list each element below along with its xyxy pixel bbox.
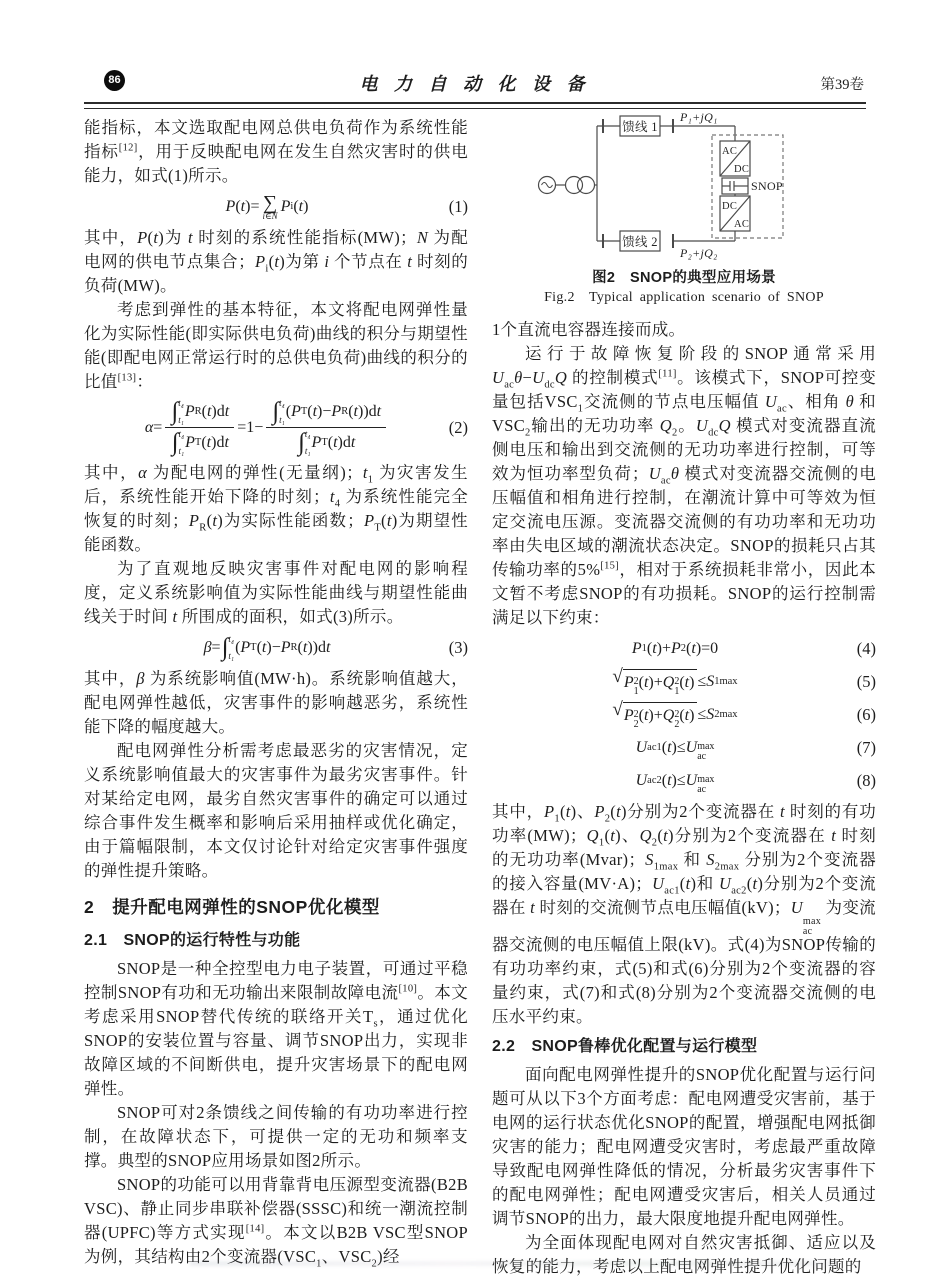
ac-label-bottom: AC: [734, 219, 750, 230]
paragraph: 为了直观地反映灾害事件对配电网的影响程度，定义系统影响值为实际性能曲线与期望性能曲线关于时间 t 所围成的面积，如式(3)所示。: [84, 559, 468, 626]
section-heading: 2.2 SNOP鲁棒优化配置与运行模型: [492, 1038, 758, 1055]
paragraph: 运行于故障恢复阶段的SNOP通常采用 $U_{ac}\theta-U_{dc}Q$ 的控制模式[11]。该模式下，SNOP可控变量包括$VSC_1$交流侧的节点电压幅值 $U_{ac}$、相角 θ 和$VSC_2$输出的无功功率 $Q_2$。$U_{dc}Q$ 模式对变流器直流侧电压和输出到交流侧的无功功率进行控制，可等效为恒功率型负荷；$U_{ac}\theta$ 模式对变流器交流侧的电压幅值和相角进行控制，在潮流计算中可等效为恒定交流电压源。变流器交流侧的有功功率和无功功率由失电区域的潮流状态决定。SNOP的损耗只占其传输功率的5%[15]，相对于系统损耗非常小，因此本文暂不考虑SNOP的有功损耗。SNOP的运行控制需满足以下约束：: [492, 344, 876, 627]
equation: U ac2 ( t )≤ U max ac (8): [635, 771, 876, 795]
p2q2-label: P₂+jQ₂: [680, 246, 718, 260]
equation: P ( t )= ∑ i∈N P i ( t ) (1): [225, 191, 468, 221]
equation: U ac1 ( t )≤ U max ac (7): [635, 738, 876, 762]
paragraph: SNOP的功能可以用背靠背电压源型变流器(B2B VSC)、静止同步串联补偿器(SSSC)和统一潮流控制器(UPFC)等方式实现[14]。本文以B2B VSC型SNOP为例，其结构由2个变流器($VSC_1$、$VSC_2$)经: [84, 1175, 468, 1270]
paragraph: 面向配电网弹性提升的SNOP优化配置与运行问题可从以下3个方面考虑：配电网遭受灾害前，基于电网的运行状态优化SNOP的配置，增强配电网抵御灾害的能力；配电网遭受灾害时，考虑最严重故障导致配电网弹性降低的情况，分析最劣灾害事件下的配电网弹性；配电网遭受灾害后，相关人员通过调节SNOP的出力，最大限度地提升配电网弹性。: [492, 1065, 876, 1228]
right-column: [492, 110, 876, 1279]
section-heading: 2.1 SNOP的运行特性与功能: [84, 932, 301, 949]
figure-caption-zh: 图2 SNOP的典型应用场景: [592, 270, 776, 286]
snop-circuit-diagram: [492, 110, 876, 260]
p1q1-label: P₁+jQ₁: [680, 110, 718, 124]
figure-caption-en: Fig.2 Typical application scenario of SNOP: [544, 290, 824, 305]
paragraph: 1个直流电容器连接而成。: [492, 320, 686, 339]
equation: α = ∫ t₄ t₁ P R ( t )d t ∫ t₄ t₁ P T ( t )d t =1− ∫ t₄ t₁ ( P T ( t )− P R ( t ))d t ∫ t₄ t₁ P T ( t )d t (2): [144, 397, 468, 456]
section-heading: 2 提升配电网弹性的SNOP优化模型: [84, 897, 380, 917]
journal-title: 电 力 自 动 化 设 备: [359, 74, 591, 94]
paragraph: 其中，β 为系统影响值(MW·h)。系统影响值越大，配电网弹性越低，灾害事件的影响越恶劣，系统性能下降的幅度越大。: [84, 669, 468, 736]
equation: β = ∫ t₄ t₁ ( P T ( t )− P R ( t ))d t (3): [203, 633, 468, 661]
paragraph: SNOP是一种全控型电力电子装置，可通过平稳控制SNOP有功和无功输出来限制故障电流[10]。本文考虑采用SNOP替代传统的联络开关$T_s$，通过优化SNOP的安装位置与容量、调节SNOP出力，实现非故障区域的不间断供电，提升灾害场景下的配电网弹性。: [84, 959, 468, 1098]
equation: √ P 2 2 ( t )+ Q 2 2 ( t ) ≤ S 2max (6): [612, 699, 876, 730]
paragraph: 其中，α 为配电网的弹性(无量纲)；$t_1$ 为灾害发生后，系统性能开始下降的时刻；$t_4$ 为系统性能完全恢复的时刻；$P_R(t)$为实际性能函数；$P_T(t)$为期望性能函数。: [84, 463, 469, 554]
page-number-badge: 86: [104, 70, 125, 91]
feeder2-label: 馈线 2: [622, 235, 658, 249]
paragraph: 为全面体现配电网对自然灾害抵御、适应以及恢复的能力，考虑以上配电网弹性提升优化问题的: [492, 1233, 876, 1276]
paragraph: 配电网弹性分析需考虑最恶劣的灾害情况，定义系统影响值最大的灾害事件为最劣灾害事件。针对某给定电网，最劣自然灾害事件的确定可以通过综合事件发生概率和影响后采用抽样或优化确定，由于篇幅限制，本文仅讨论针对给定灾害事件强度的弹性提升策略。: [84, 741, 468, 880]
feeder1-label: 馈线 1: [622, 120, 658, 134]
dc-label-bottom: DC: [722, 201, 738, 212]
dc-label-top: DC: [734, 164, 750, 175]
equation: P 1 ( t )+ P 2 ( t )=0 (4): [631, 639, 876, 658]
right-column-text: [492, 318, 876, 1279]
header-rule: [84, 102, 866, 109]
paragraph: 考虑到弹性的基本特征，本文将配电网弹性量化为实际性能(即实际供电负荷)曲线的积分与期望性能(即配电网正常运行时的总供电负荷)曲线的积分的比值[13]：: [84, 300, 468, 391]
paragraph: 能指标，本文选取配电网总供电负荷作为系统性能指标[12]，用于反映配电网在发生自然灾害时的供电能力，如式(1)所示。: [84, 118, 468, 185]
paragraph: SNOP可对2条馈线之间传输的有功功率进行控制，在故障状态下，可提供一定的无功和频率支撑。典型的SNOP应用场景如图2所示。: [84, 1103, 468, 1170]
figure-2-snop-diagram: [492, 110, 876, 308]
left-column: [84, 116, 468, 1269]
paragraph: 其中，$P_1(t)$、$P_2(t)$分别为2个变流器在 t 时刻的有功功率(MW)；$Q_1(t)$、$Q_2(t)$分别为2个变流器在 t 时刻的无功功率(Mvar)；$S_{1max}$ 和 $S_{2max}$ 分别为2个变流器的接入容量(MV·A)；$U_{ac1}(t)$和 $U_{ac2}(t)$分别为2个变流器在 t 时刻的交流侧节点电压幅值(kV)；U max ac 为变流器交流侧的电压幅值上限(kV)。式(4)为SNOP传输的有功功率约束，式(5)和式(6)分别为2个变流器的容量约束，式(7)和式(8)分别为2个变流器交流侧的电压水平约束。: [492, 802, 876, 1026]
page-header: [84, 68, 866, 96]
bleed-through-artifact: [190, 1261, 835, 1266]
snop-label: SNOP: [751, 179, 783, 193]
volume-label: 第39卷: [820, 77, 864, 93]
paragraph: 其中，P(t)为 t 时刻的系统性能指标(MW)；N 为配电网的供电节点集合；$P_i(t)$为第 i 个节点在 t 时刻的负荷(MW)。: [84, 228, 469, 295]
equation: √ P 2 1 ( t )+ Q 2 1 ( t ) ≤ S 1max (5): [612, 666, 876, 697]
ac-label-top: AC: [722, 146, 738, 157]
